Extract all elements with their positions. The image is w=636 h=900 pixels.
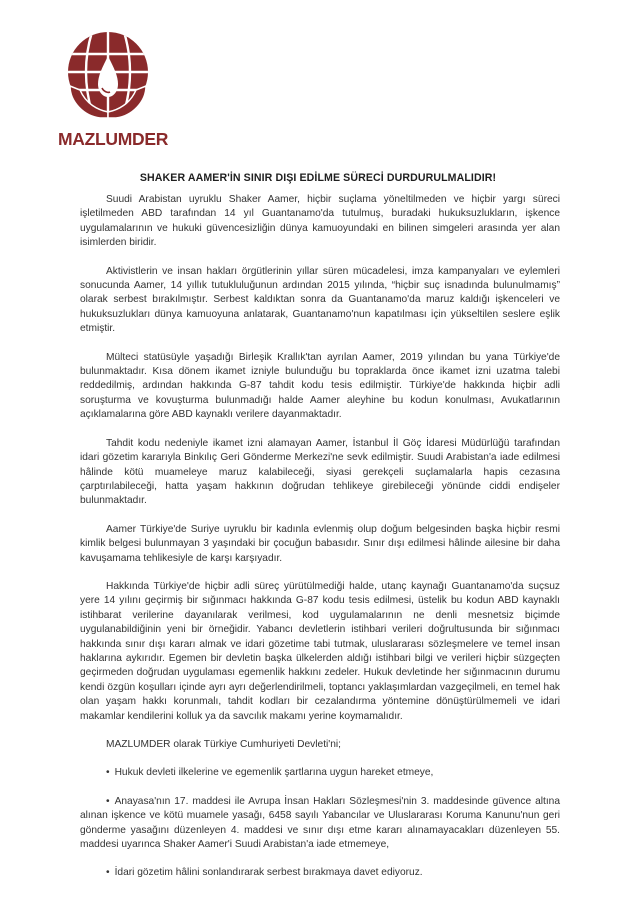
paragraph: Tahdit kodu nedeniyle ikamet izni alamayan Aamer, İstanbul İl Göç İdaresi Müdürlüğü tarafından idari gözetim kararıyla Binkılıç Geri Gönderme Merkezi'ne sevk edilmiştir. Suudi Arabistan'a iade edilmesi hâlinde kötü muameleye maruz kalabileceği, siyasi gerekçeli suçlamalarla hapis cezasına çarptırılabileceği, hatta yaşam hakkının doğrudan tehlikeye girebileceği yönünde ciddi endişeler bulunmaktadır. — [80, 437, 560, 507]
mazlumder-logo — [58, 28, 169, 156]
bullet-icon: • — [106, 767, 110, 779]
paragraph: Aktivistlerin ve insan hakları örgütlerinin yıllar süren mücadelesi, imza kampanyaları ve eylemleri sonucunda Aamer, 14 yıllık tutukluluğunun ardından 2015 yılında, “hiçbir suç isnadında bulunulmamış” olarak serbest bırakılmıştır. Serbest kaldıktan sonra da Guantanamo'da maruz kaldığı işkenceleri ve hukuksuzlukları dünya kamuoyuna anlatarak, Guantanamo'nun kapatılması için yükseltilen seslere eşlik etmiştir. — [80, 265, 560, 335]
bullet-text: İdari gözetim hâlini sonlandırarak serbest bırakmaya davet ediyoruz. — [114, 867, 423, 879]
bullet-item — [80, 766, 560, 780]
paragraph: Suudi Arabistan uyruklu Shaker Aamer, hiçbir suçlama yöneltilmeden ve hiçbir yargı süreci işletilmeden ABD tarafından 14 yıl Guantanamo'da tutulmuş, buradaki hukuksuzlukların, işkence uygulamalarının ve hukuki güvencesizliğin dünya kamuoyundaki en bilinen simgeleri arasında yer alan isimlerden biridir. — [80, 194, 560, 249]
bullet-text: Anayasa'nın 17. maddesi ile Avrupa İnsan Hakları Sözleşmesi'nin 3. maddesinde güvence altına alınan işkence ve kötü muamele yasağı, 6458 sayılı Yabancılar ve Uluslararası Koruma Kanunu'nun geri gönderme yasağını düzenleyen 4. maddesi ve sınır dışı etme kararı alınamayacakları düzenleyen 55. maddesi uyarınca Shaker Aamer'i Suudi Arabistan'a iade etmemeye, — [80, 795, 560, 851]
bullet-icon: • — [106, 795, 110, 807]
bullet-icon: • — [106, 867, 110, 879]
logo-emblem-icon — [64, 28, 152, 128]
paragraph: Aamer Türkiye'de Suriye uyruklu bir kadınla evlenmiş olup doğum belgesinden başka hiçbir resmi kimlik belgesi bulunmayan 3 yaşındaki bir çocuğun babasıdır. Sınır dışı edilmesi hâlinde ailesine bir daha kavuşamama tehlikesiyle de karşı karşıyadır. — [80, 523, 560, 564]
document-body — [80, 193, 560, 895]
page-title: SHAKER AAMER'İN SINIR DIŞI EDİLME SÜRECİ DURDURULMALIDIR! — [139, 172, 497, 184]
bullet-item — [80, 795, 560, 853]
paragraph: MAZLUMDER olarak Türkiye Cumhuriyeti Devleti'ni; — [106, 739, 341, 750]
paragraph: Mülteci statüsüyle yaşadığı Birleşik Krallık'tan ayrılan Aamer, 2019 yılından bu yana Türkiye'de bulunmaktadır. Kısa dönem ikamet izniyle bulunduğu bu topraklarda önce ikamet izni uzatma talebi reddedilmiş, ardından hakkında G-87 tahdit kodu tesis edilmiştir. Türkiye'de hakkında hiçbir adli soruşturma ve kovuşturma bulunmadığı halde Aamer aleyhine bu kodun konulması, Avukatlarının açıklamalarına göre ABD kaynaklı verilere dayanmaktadır. — [80, 351, 560, 421]
logo-wordmark: MAZLUMDER — [58, 129, 169, 149]
paragraph: Hakkında Türkiye'de hiçbir adli süreç yürütülmediği halde, utanç kaynağı Guantanamo'da suçsuz yere 14 yılını geçirmiş bir sığınmacı hakkında G-87 kodu tesis edilmesi, üstelik bu kodun ABD kaynaklı istihbarat verilerine dayanılarak verilmesi, kod uygulamalarının ne denli mesnetsiz biçimde uygulanabildiğinin yeni bir örneğidir. Yabancı devletlerin istihbari verileri doğrultusunda bir sığınmacı hakkında sınır dışı kararı almak ve idari gözetime tabi tutmak, uluslararası sözleşmelere ve temel insan haklarına aykırıdır. Egemen bir devletin başka ülkelerden aldığı istihbari bilgi ve verileri hiçbir süzgeçten geçirmeden doğrudan uygulaması egemenlik hakkını zedeler. Hukuk devletinde her sığınmacının durumu kendi özgün koşulları içinde ayrı ayrı değerlendirilmeli, toptancı yaklaşımlardan vazgeçilmeli, en temel hak olan yaşam hakkı korunmalı, tahdit kodları bir cezalandırma yöntemine dönüştürülmemeli ve idari makamlar kendilerini kolluk ya da savcılık makamı yerine koymamalıdır. — [80, 580, 560, 722]
bullet-item — [80, 866, 560, 880]
bullet-text: Hukuk devleti ilkelerine ve egemenlik şartlarına uygun hareket etmeye, — [114, 767, 434, 779]
